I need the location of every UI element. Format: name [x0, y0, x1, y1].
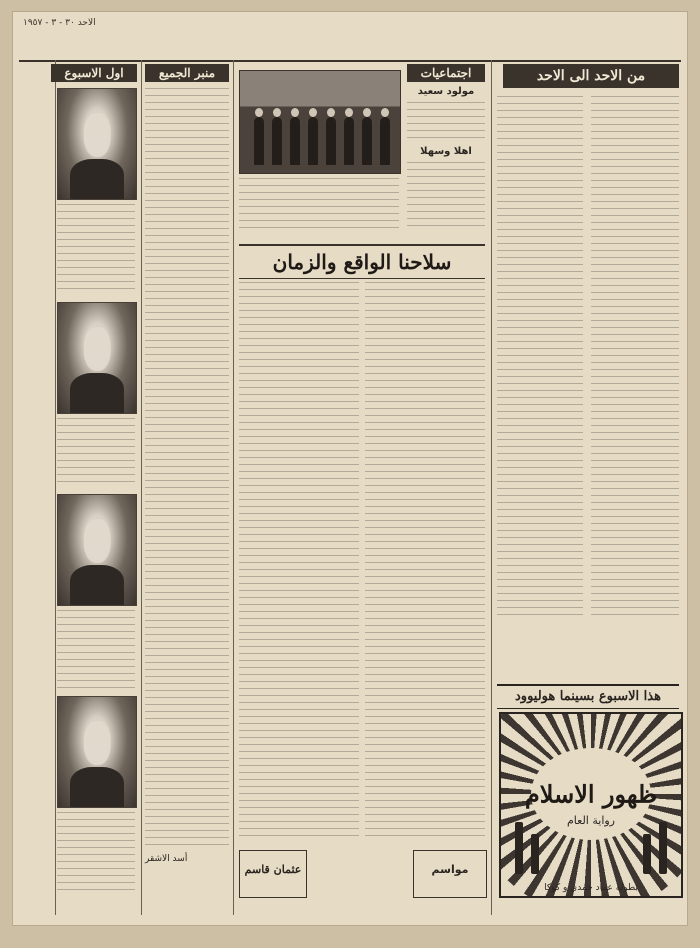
ad-header: هذا الاسبوع بسينما هوليوود [497, 684, 679, 709]
column-rule [491, 60, 492, 915]
left-column-title: اول الاسبوع [51, 64, 137, 82]
portrait-photo [57, 302, 137, 414]
small-box [413, 850, 487, 898]
left-text-block [57, 812, 135, 892]
left-text-block [57, 610, 135, 690]
group-photo [239, 70, 401, 174]
ad-footer: بطولة عماد حمدي و كوكا [544, 883, 638, 893]
social-title: اجتماعيات [407, 64, 485, 82]
main-article-col [239, 282, 359, 842]
right-text-col [497, 96, 583, 616]
social-item-1: مولود سعيد [417, 86, 475, 97]
column-rule [55, 60, 56, 915]
social-text [407, 162, 485, 232]
cinema-ad [499, 712, 683, 898]
middle-text-column [145, 88, 229, 848]
ad-film-title: ظهور الاسلام [524, 779, 658, 809]
column-rule [141, 60, 142, 915]
right-column-title: من الاحد الى الاحد [503, 64, 679, 88]
main-article-col [365, 282, 485, 842]
newspaper-page [12, 11, 688, 926]
middle-column-title: منبر الجميع [145, 64, 229, 82]
left-text-block [57, 418, 135, 488]
left-text-block [57, 204, 135, 294]
signature-text: عثمان قاسم [244, 863, 302, 876]
small-box-label: مواسم [431, 863, 469, 876]
right-text-col [591, 96, 679, 616]
portrait-photo [57, 88, 137, 200]
left-footer-signature: أسد الاشقر [145, 854, 188, 864]
social-item-2: اهلا وسهلا [420, 146, 472, 157]
portrait-photo [57, 494, 137, 606]
signature-box [239, 850, 307, 898]
caption-text [239, 178, 399, 230]
ad-subtitle: رواية العام [566, 814, 615, 828]
column-rule [233, 60, 234, 915]
social-text [407, 102, 485, 142]
masthead [19, 16, 681, 62]
portrait-photo [57, 696, 137, 808]
date-line: الاحد ٣٠ - ٣ - ١٩٥٧ [23, 18, 96, 28]
main-headline: سلاحنا الواقع والزمان [239, 244, 485, 279]
